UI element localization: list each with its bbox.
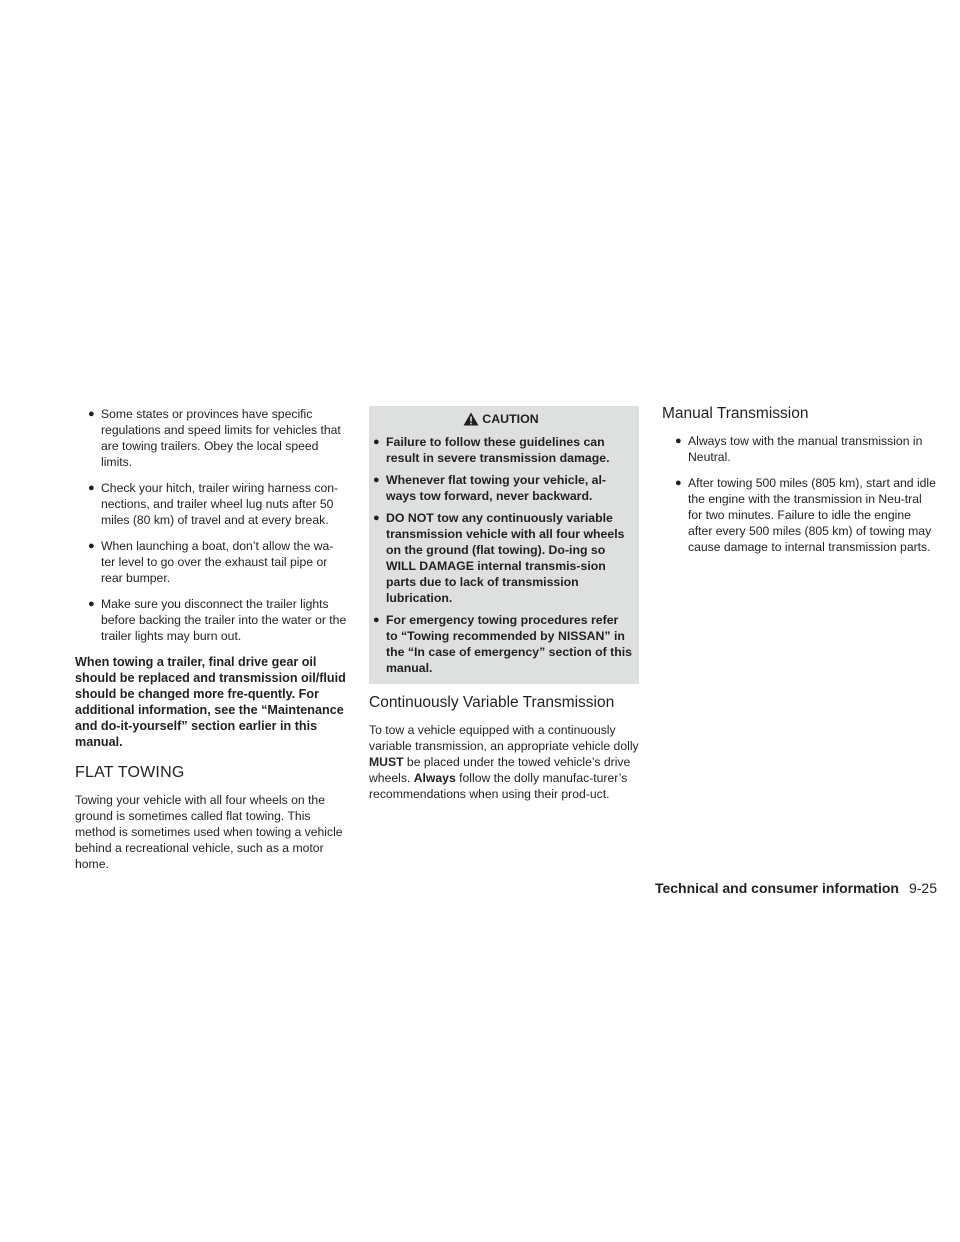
caution-item: ● Whenever flat towing your vehicle, al-ways tow forward, never backward. <box>373 473 607 503</box>
bold-note: When towing a trailer, final drive gear oil should be replaced and transmission oil/fluid should be changed more fre-quently. For additional information, see the “Maintenance and do-it-yourself” section earlier in this manual. <box>75 655 346 749</box>
page-number: 9-25 <box>908 880 937 896</box>
cvt-body: To tow a vehicle equipped with a continuously variable transmission, an appropriate vehicle dolly MUST be placed under the towed vehicle’s drive wheels. Always follow the dolly manufac-turer’s recommendations when using their prod-uct. <box>369 723 639 801</box>
section-heading-flat-towing: FLAT TOWING <box>75 764 185 781</box>
caution-header <box>369 412 633 426</box>
list-item: ● Always tow with the manual transmission in Neutral. <box>675 434 923 464</box>
bullet-icon: ● <box>373 474 380 486</box>
bullet-icon: ● <box>88 408 95 420</box>
caution-title: CAUTION <box>482 412 539 426</box>
footer-section-title: Technical and consumer information <box>654 880 899 896</box>
list-item: ● After towing 500 miles (805 km), start and idle the engine with the transmission in Neu-tral for two minutes. Failure to idle the engine after every 500 miles (805 km) of towing may cause damage to internal transmission parts. <box>675 476 936 554</box>
bullet-icon: ● <box>373 512 380 524</box>
list-item: ● Make sure you disconnect the trailer lights before backing the trailer into the water or the trailer lights may burn out. <box>88 597 347 643</box>
caution-item: ● For emergency towing procedures refer to “Towing recommended by NISSAN” in the “In case of emergency” section of this manual. <box>373 613 633 675</box>
flat-towing-body: Towing your vehicle with all four wheels on the ground is sometimes called flat towing. This method is sometimes used when towing a vehicle behind a recreational vehicle, such as a motor home. <box>75 793 343 871</box>
bullet-icon: ● <box>373 614 380 626</box>
page-footer <box>640 880 937 896</box>
bullet-icon: ● <box>88 598 95 610</box>
section-heading-cvt: Continuously Variable Transmission <box>369 694 615 711</box>
caution-box <box>369 406 639 684</box>
list-item: ● Some states or provinces have specific regulations and speed limits for vehicles that are towing trailers. Obey the local speed limits. <box>88 407 341 469</box>
left-column <box>75 406 347 872</box>
list-item: ● When launching a boat, don’t allow the wa-ter level to go over the exhaust tail pipe or rear bumper. <box>88 539 334 585</box>
right-column <box>662 405 937 565</box>
bullet-icon: ● <box>675 435 682 447</box>
section-heading-manual-transmission: Manual Transmission <box>662 405 809 422</box>
bullet-icon: ● <box>373 436 380 448</box>
warning-triangle-icon <box>463 412 479 426</box>
bullet-icon: ● <box>88 482 95 494</box>
caution-item: ● DO NOT tow any continuously variable transmission vehicle with all four wheels on the ground (flat towing). Do-ing so WILL DAMAGE internal transmis-sion parts due to lack of transmission lubrication. <box>373 511 625 605</box>
caution-item: ● Failure to follow these guidelines can result in severe transmission damage. <box>373 435 610 465</box>
list-item: ● Check your hitch, trailer wiring harness con-nections, and trailer wheel lug nuts after 50 miles (80 km) of travel and at every break. <box>88 481 339 527</box>
bullet-icon: ● <box>88 540 95 552</box>
middle-column <box>369 406 639 802</box>
bullet-icon: ● <box>675 477 682 489</box>
